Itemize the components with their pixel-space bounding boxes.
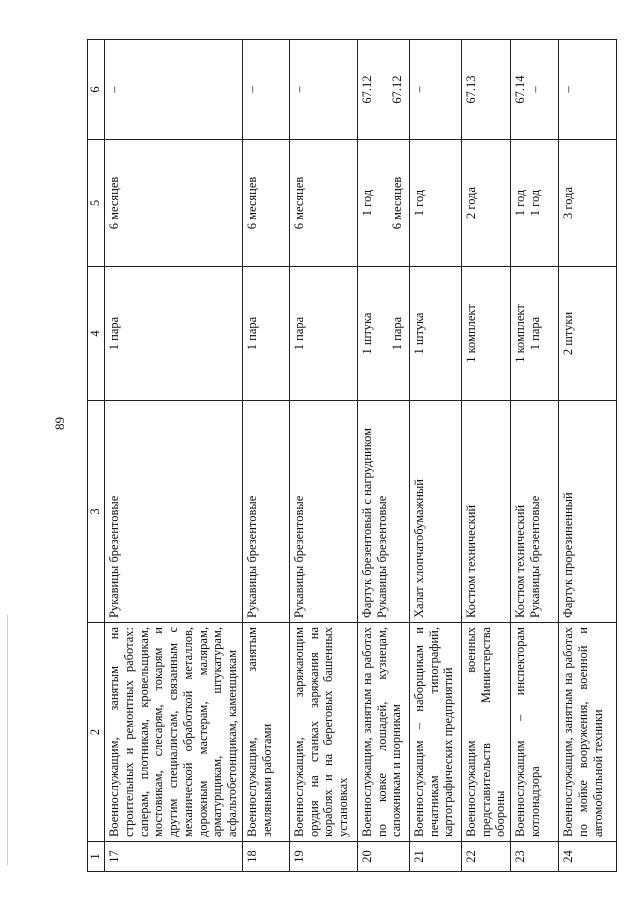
recipient-description: Военнослужащим, занятым земляными работами: [242, 623, 289, 842]
note: –: [561, 86, 575, 93]
wear-term: 6 месяцев: [244, 176, 259, 230]
wear-term: [375, 144, 390, 262]
quantity: 1 комплект: [513, 304, 527, 363]
item-name: Рукавицы брезентовые: [291, 495, 306, 618]
table-row: [242, 40, 289, 872]
note-cell: [105, 40, 243, 140]
item-name: Костюм технический: [463, 504, 478, 618]
wear-term: 6 месяцев: [107, 176, 121, 230]
quantity-cell: [409, 267, 461, 401]
wear-term: 1 год: [513, 189, 527, 217]
item-name-cell: [461, 401, 510, 623]
quantity: 1 пара: [244, 316, 259, 351]
note-cell: [511, 40, 559, 140]
header-col-1: 1: [88, 842, 105, 872]
note: 67.13: [463, 75, 478, 104]
note-cell: [357, 40, 409, 140]
recipient-description: Военнослужащим, занятым на работах по ковке лошадей, кузнецам, сапожникам и шорникам: [357, 623, 409, 842]
table-row: [559, 40, 617, 872]
header-row: [88, 40, 105, 872]
item-name: Рукавицы брезентовые: [374, 495, 389, 618]
note: –: [107, 86, 121, 93]
term-cell: [242, 140, 289, 267]
recipient-description: Военнослужащим – наборщикам и печатникам типографий, картографических предприятий: [409, 623, 461, 842]
term-cell: [461, 140, 510, 267]
note: 67.12: [389, 75, 404, 104]
item-name: Халат хлопчатобумажный: [411, 479, 426, 618]
row-number: 18: [242, 842, 289, 872]
wear-term: 3 года: [561, 187, 575, 219]
wear-term: 2 года: [463, 187, 478, 219]
item-name: Рукавицы брезентовые: [107, 495, 121, 618]
item-name: Фартук прорезиненный: [561, 492, 575, 618]
quantity-cell: [461, 267, 510, 401]
quantity: 1 комплект: [463, 304, 478, 363]
wear-term: 1 год: [528, 189, 542, 217]
quantity-cell: [559, 267, 617, 401]
recipient-description: Военнослужащим – инспекторам котлонадзора: [511, 623, 559, 842]
wear-term: 1 год: [411, 189, 426, 217]
row-number: 17: [105, 842, 243, 872]
row-number: 24: [559, 842, 617, 872]
term-cell: [511, 140, 559, 267]
header-col-5: 5: [88, 140, 105, 267]
header-col-6: 6: [88, 40, 105, 140]
quantity: 1 пара: [528, 316, 542, 351]
recipient-description: Военнослужащим, занятым на работах по мойке вооружения, военной и автомобильной техники: [559, 623, 617, 842]
rotated-table-wrapper: [87, 40, 616, 872]
table-row: [289, 40, 357, 872]
item-name-cell: [409, 401, 461, 623]
quantity: 2 штуки: [561, 311, 575, 356]
table-row: [409, 40, 461, 872]
quantity-cell: [511, 267, 559, 401]
row-number: 22: [461, 842, 510, 872]
quantity: 1 штука: [411, 312, 426, 355]
note: –: [528, 86, 542, 93]
note: 67.12: [359, 75, 374, 104]
table-row: [461, 40, 510, 872]
header-col-4: 4: [88, 267, 105, 401]
note: –: [291, 86, 306, 93]
table-body: [105, 40, 617, 872]
term-cell: [559, 140, 617, 267]
item-name-cell: [559, 401, 617, 623]
note-cell: [409, 40, 461, 140]
quantity: [375, 271, 390, 396]
quantity: 1 штука: [359, 312, 374, 355]
item-name-cell: [242, 401, 289, 623]
wear-term: 6 месяцев: [389, 176, 404, 230]
quantity-cell: [289, 267, 357, 401]
quantity: 1 пара: [291, 316, 306, 351]
quantity-cell: [242, 267, 289, 401]
note-cell: [289, 40, 357, 140]
note: –: [411, 86, 426, 93]
note: –: [244, 86, 259, 93]
table-row: [511, 40, 559, 872]
term-cell: [357, 140, 409, 267]
header-col-2: 2: [88, 623, 105, 842]
row-number: 23: [511, 842, 559, 872]
item-name-cell: [105, 401, 243, 623]
note-cell: [242, 40, 289, 140]
wear-term: 1 год: [359, 189, 374, 217]
row-number: 19: [289, 842, 357, 872]
quantity-cell: [357, 267, 409, 401]
item-name: Костюм технический: [513, 504, 527, 618]
quantity: 1 пара: [107, 316, 121, 351]
note-cell: [559, 40, 617, 140]
recipient-description: Военнослужащим, заряжающим орудия на станках заряжания на кораблях и на береговых башенных установках: [289, 623, 357, 842]
item-name: Рукавицы брезентовые: [527, 495, 542, 618]
header-col-3: 3: [88, 401, 105, 623]
quantity-cell: [105, 267, 243, 401]
table-row: [357, 40, 409, 872]
margin-line: [7, 615, 8, 865]
row-number: 20: [357, 842, 409, 872]
quantity: 1 пара: [389, 316, 404, 351]
recipient-description: Военнослужащим военных представительств Министерства обороны: [461, 623, 510, 842]
protective-clothing-table: [87, 39, 617, 872]
table-row: [105, 40, 243, 872]
term-cell: [289, 140, 357, 267]
recipient-description: Военнослужащим, занятым на строительных и ремонтных работах: саперам, плотникам, кровельщикам, мостовикам, слесарям, токарям и другим специалистам, связанным с механической обработкой металлов, дорожным мастерам, малярам, арматурщикам, штукатурам, асфальтобетонщикам, каменщикам: [105, 623, 243, 842]
item-name-cell: [289, 401, 357, 623]
note-cell: [461, 40, 510, 140]
note: [375, 44, 390, 135]
term-cell: [409, 140, 461, 267]
page-number: 89: [52, 417, 67, 430]
note: 67.14: [513, 75, 527, 104]
term-cell: [105, 140, 243, 267]
row-number: 21: [409, 842, 461, 872]
wear-term: 6 месяцев: [291, 176, 306, 230]
item-name-cell: [357, 401, 409, 623]
item-name: Рукавицы брезентовые: [244, 495, 259, 618]
item-name-cell: [511, 401, 559, 623]
item-name: Фартук брезентовый с нагрудником: [359, 427, 374, 618]
